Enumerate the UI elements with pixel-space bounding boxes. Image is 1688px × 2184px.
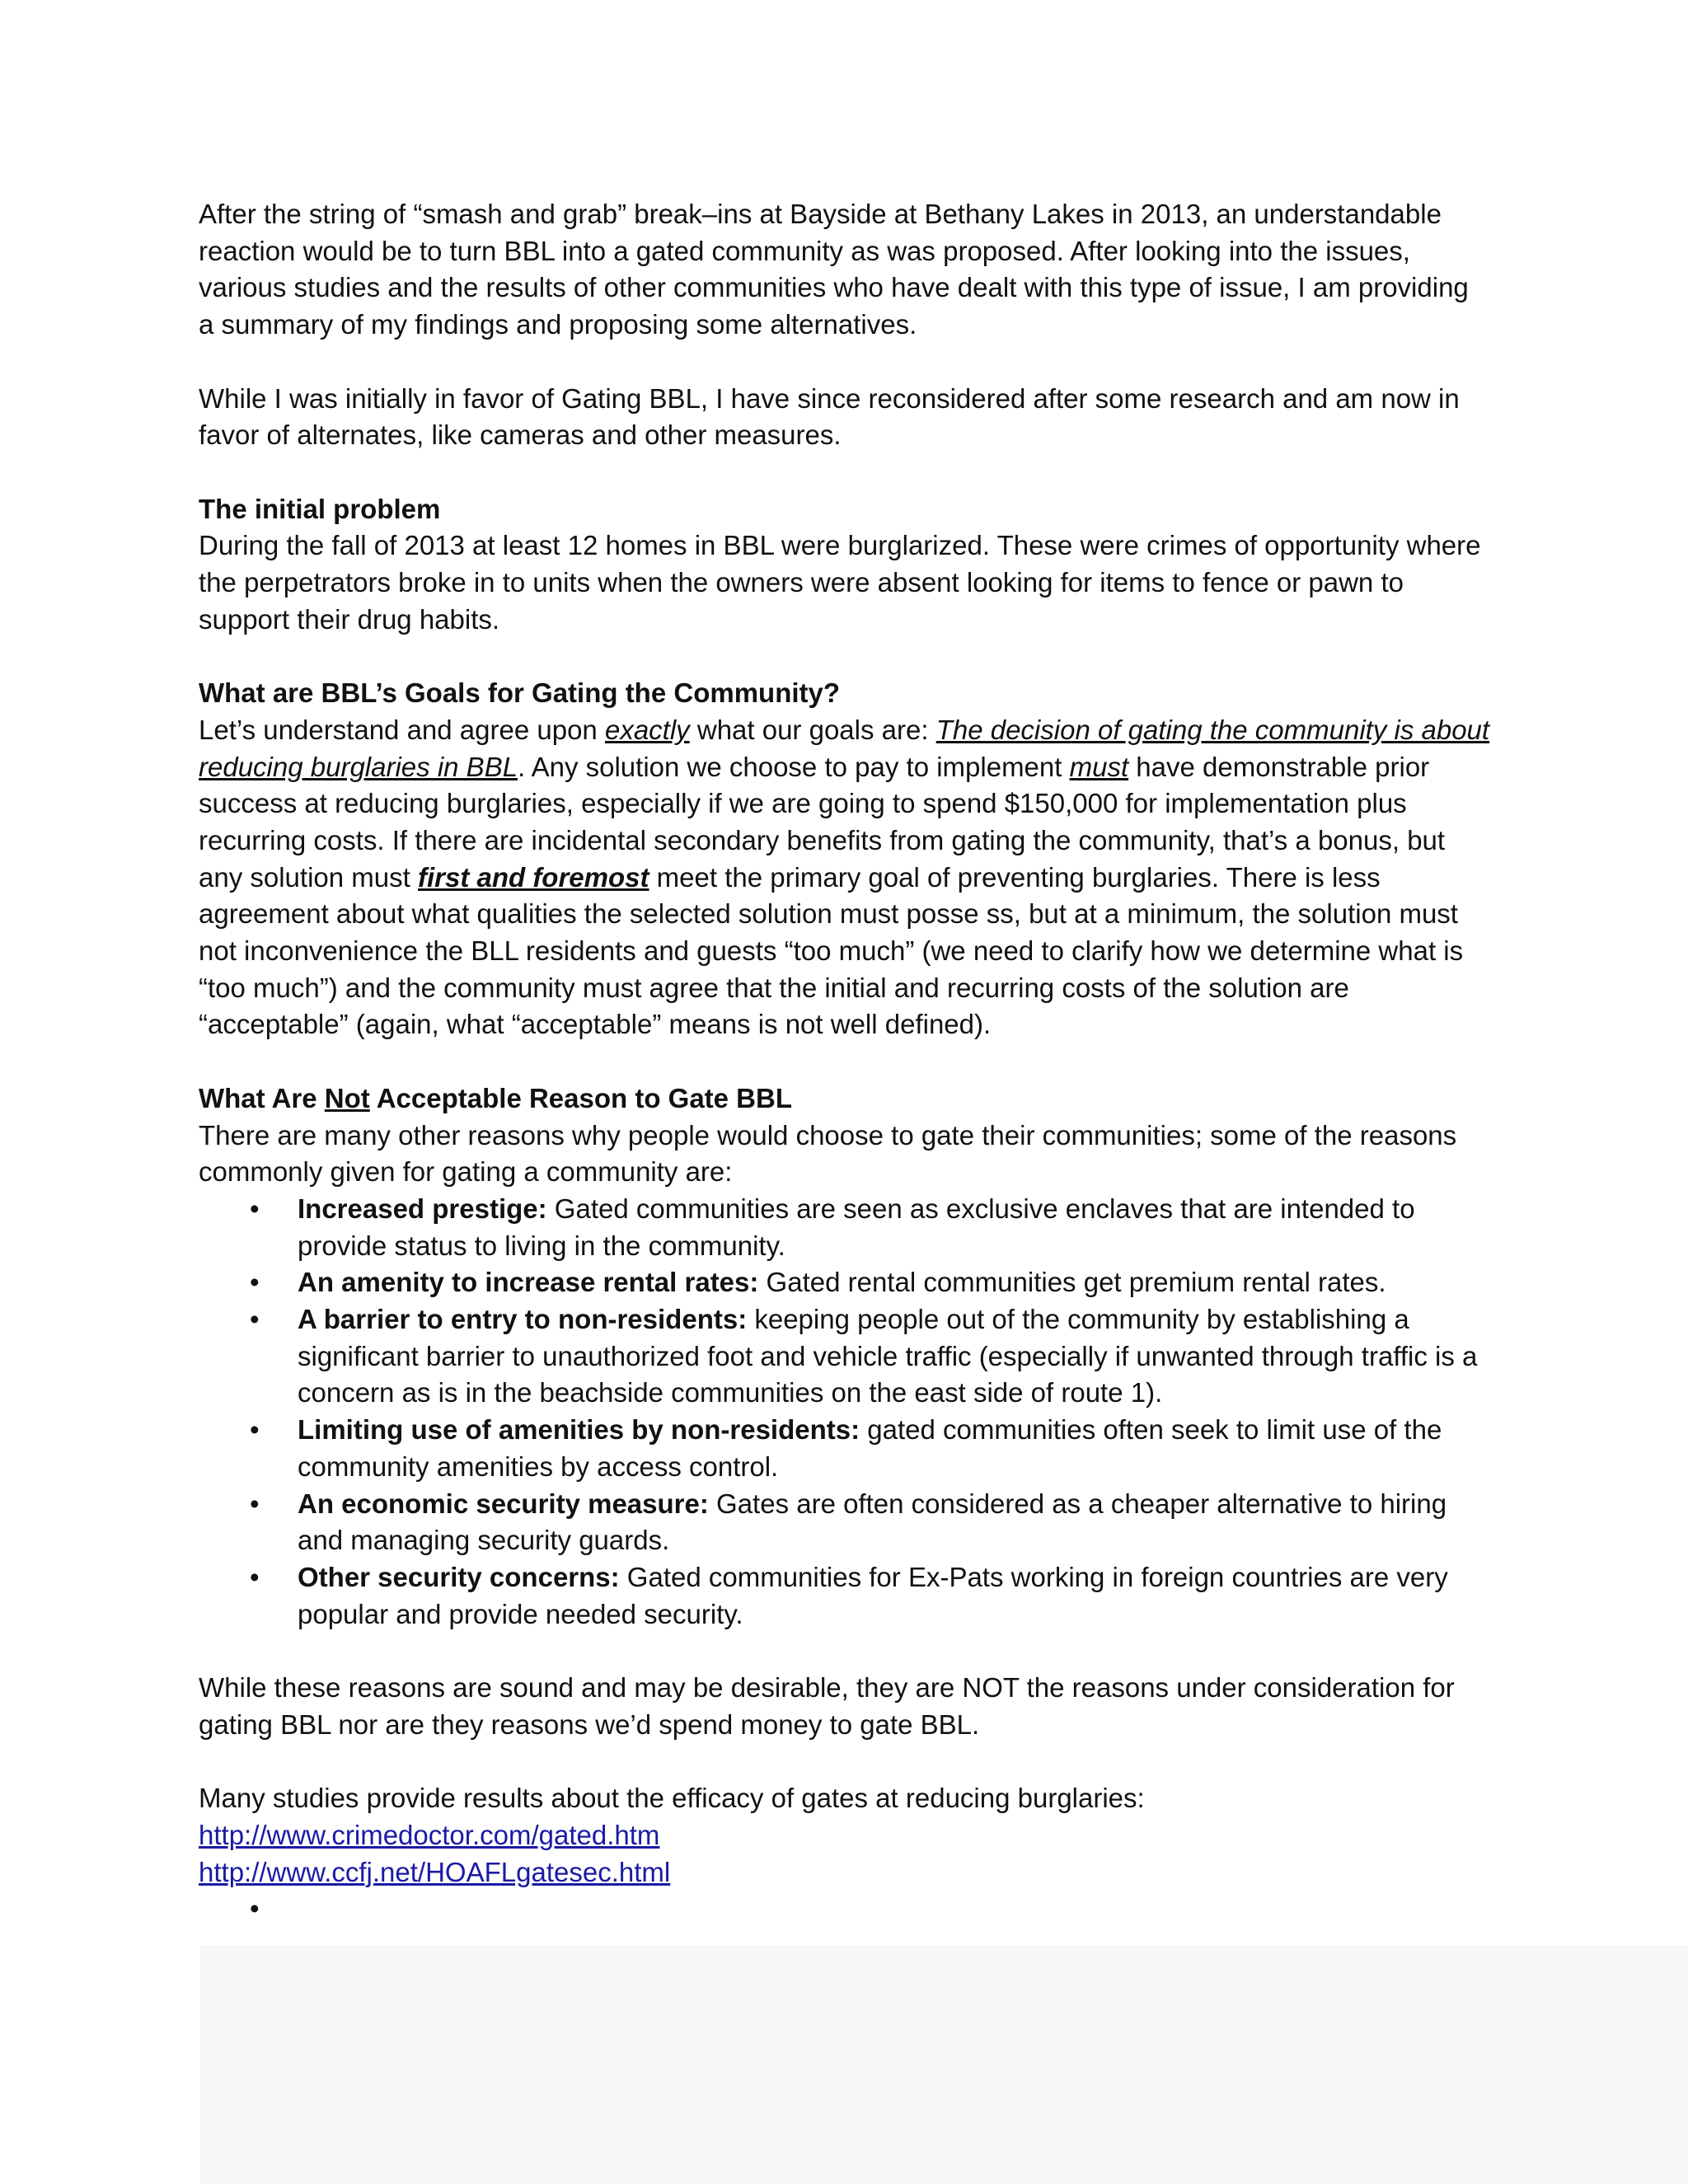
reasons-list — [199, 1191, 1490, 1633]
paragraph-gap — [199, 344, 1490, 381]
paragraph-gap — [199, 1043, 1490, 1080]
list-item-label: Other security concerns: — [298, 1561, 620, 1592]
list-item — [199, 1412, 1490, 1485]
list-item — [199, 1301, 1490, 1412]
paragraph-gap — [199, 638, 1490, 675]
list-item-label: An amenity to increase rental rates: — [298, 1267, 759, 1298]
bullet-icon: • — [250, 1893, 260, 1924]
conclusion-paragraph: While these reasons are sound and may be desirable, they are NOT the reasons under consideration for gating BBL nor are they reasons we’d spend money to gate BBL. — [199, 1672, 1455, 1740]
goals-heading: What are BBL’s Goals for Gating the Community? — [199, 677, 841, 709]
list-item-text: gated communities often seek to limit use of the community amenities by access control. — [298, 1414, 1442, 1482]
goals-emphasis-first-and-foremost: first and foremost — [417, 861, 649, 893]
paragraph-gap — [199, 1743, 1490, 1780]
not-acceptable-heading-not: Not — [324, 1082, 370, 1113]
goals-emphasis-must: must — [1069, 751, 1129, 782]
goals-emphasis-exactly: exactly — [604, 714, 690, 745]
bullet-icon: • — [250, 1561, 260, 1592]
goals-text-1: Let’s understand and agree upon — [199, 714, 605, 745]
list-item-label: Limiting use of amenities by non-residents: — [298, 1414, 860, 1446]
paragraph-gap — [199, 454, 1490, 491]
problem-paragraph: During the fall of 2013 at least 12 homes in BBL were burglarized. These were crimes of opportunity where the perpetrators broke in to units when the owners were absent looking for items to fence or pawn to support their drug habits. — [199, 530, 1481, 635]
list-item — [199, 1191, 1490, 1264]
list-item-label: An economic security measure: — [298, 1488, 709, 1519]
not-acceptable-heading-3: Acceptable Reason to Gate BBL — [369, 1082, 793, 1113]
list-item-text: Gated communities for Ex-Pats working in foreign countries are very popular and provide needed security. — [298, 1561, 1448, 1629]
bullet-icon: • — [250, 1488, 260, 1519]
list-item — [199, 1264, 1490, 1301]
list-item — [199, 1486, 1490, 1559]
ccfj-link[interactable]: http://www.ccfj.net/HOAFLgatesec.html — [199, 1856, 671, 1887]
bullet-icon: • — [250, 1304, 260, 1335]
list-item — [199, 1559, 1490, 1633]
not-acceptable-intro: There are many other reasons why people would choose to gate their communities; some of the reasons commonly given for gating a community are: — [199, 1119, 1457, 1188]
list-item-label: A barrier to entry to non-residents: — [298, 1304, 748, 1335]
list-item-text: keeping people out of the community by establishing a significant barrier to unauthorized foot and vehicle traffic (especially if unwanted through traffic is a concern as is in the beachside communities on the east side of route 1). — [298, 1304, 1478, 1408]
goals-text-7: have demonstrable prior success at reducing burglaries, especially if we are going to spend $150,000 for implementation plus recurring costs. If there are incidental secondary benefits from gating the community, that’s a bonus, but any solution must — [199, 751, 1446, 893]
goals-text-9: meet the primary goal of preventing burglaries. There is less agreement about what qualities the selected solution must posse ss, but at a minimum, the solution must not inconvenience the BLL residents and guests “too much” (we need to clarify how we determine what is “too much”) and the community must agree that the initial and recurring costs of the solution are “acceptable” (again, what “acceptable” means is not well defined). — [199, 861, 1464, 1040]
list-item-label: Increased prestige: — [298, 1193, 547, 1224]
link-line — [199, 1817, 1490, 1854]
studies-intro: Many studies provide results about the efficacy of gates at reducing burglaries: — [199, 1783, 1145, 1814]
list-item-text: Gates are often considered as a cheaper alternative to hiring and managing security guards. — [298, 1488, 1447, 1556]
problem-heading: The initial problem — [199, 493, 441, 524]
link-line — [199, 1854, 1490, 1891]
bullet-icon: • — [250, 1414, 260, 1446]
paragraph-gap — [199, 1633, 1490, 1670]
list-item-text: Gated rental communities get premium rental rates. — [758, 1267, 1386, 1298]
goals-paragraph — [199, 712, 1490, 1043]
bullet-icon: • — [250, 1193, 260, 1224]
list-item-text: Gated communities are seen as exclusive enclaves that are intended to provide status to living in the community. — [298, 1193, 1415, 1261]
not-acceptable-heading-1: What Are — [199, 1082, 325, 1113]
goals-text-5: . Any solution we choose to pay to implement — [518, 751, 1070, 782]
not-acceptable-heading — [199, 1080, 1490, 1118]
empty-bullet-item — [199, 1891, 1490, 1928]
intro-paragraph-1: After the string of “smash and grab” break–ins at Bayside at Bethany Lakes in 2013, an understandable reaction would be to turn BBL into a gated community as was proposed. After looking into the issues, various studies and the results of other communities who have dealt with this type of issue, I am providing a summary of my findings and proposing some alternatives. — [199, 199, 1469, 340]
page-bottom-shade — [200, 1945, 1688, 2184]
bullet-icon: • — [250, 1267, 260, 1298]
goals-text-3: what our goals are: — [689, 714, 936, 745]
goals-emphasis-decision: The decision of gating the community is about reducing burglaries in BBL — [199, 714, 1490, 782]
crimedoctor-link[interactable]: http://www.crimedoctor.com/gated.htm — [199, 1819, 660, 1850]
intro-paragraph-2: While I was initially in favor of Gating BBL, I have since reconsidered after some research and am now in favor of alternates, like cameras and other measures. — [199, 382, 1460, 451]
